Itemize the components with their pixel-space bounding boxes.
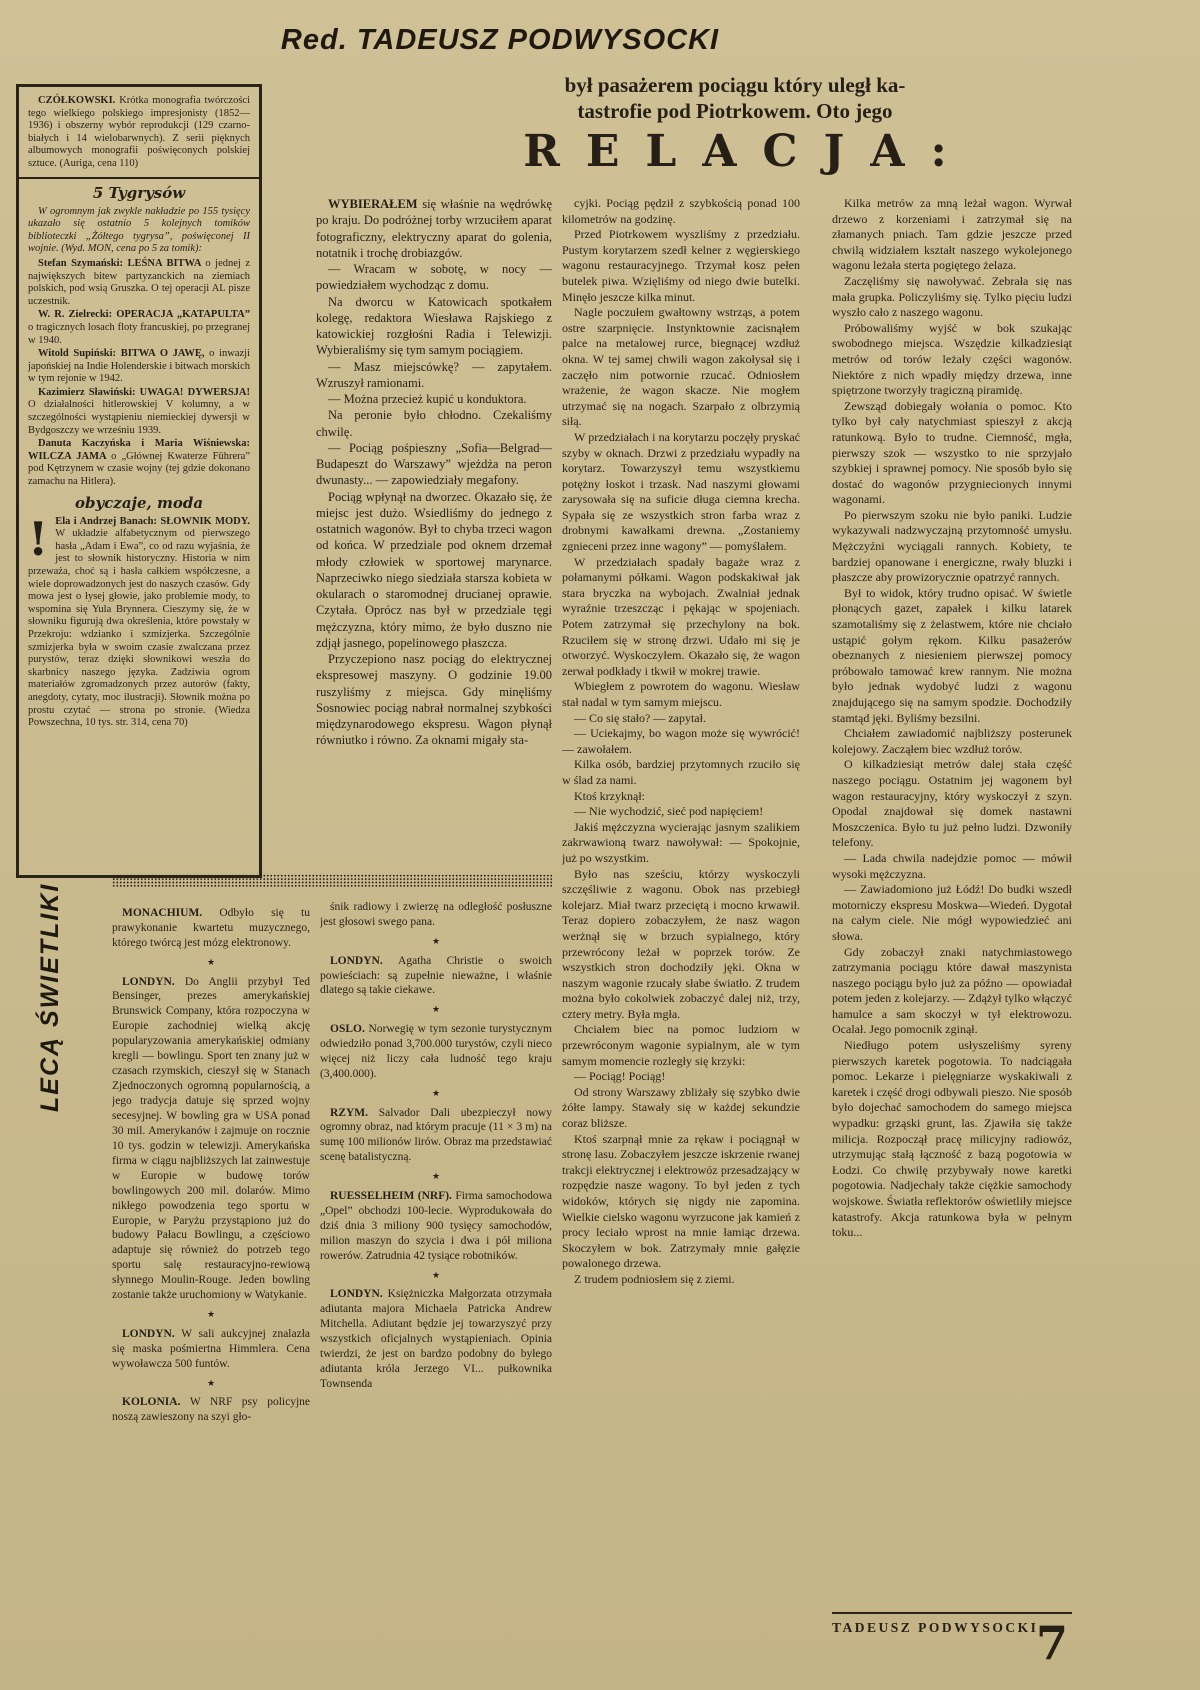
book-entry: Kazimierz Sławiński: UWAGA! DYWERSJA! O działalności hitlerowskiej V kolumny, a w szczególności wystąpieniu niemieckiej dywersji w Bydgoszczy we wrześniu 1939.: [28, 386, 250, 436]
news-column-1: [112, 906, 310, 1668]
article-paragraph: Kilka metrów za mną leżał wagon. Wyrwał drzewo z korzeniami i zatrzymał się na złamanych pniach. Tam gdzie jeszcze przed chwilą widziałem kształt naszego wykolejonego wagonu leżała sterta pogiętego żelaza.: [832, 196, 1072, 273]
news-item: OSLO. Norwegię w tym sezonie turystycznym odwiedziło ponad 3,700.000 turystów, czyli nieco więcej niż liczy cała ludność tego kraju (3,400.000).: [320, 1023, 552, 1080]
kicker-line-1: był pasażerem pociągu który uległ ka-: [564, 73, 906, 97]
book-review-paragraph: [28, 95, 250, 171]
star-separator-icon: ★: [431, 1087, 441, 1098]
news-item: LONDYN. W sali aukcyjnej znalazła się maska pośmiertna Himmlera. Cena wywoławcza 500 funtów.: [112, 1327, 310, 1370]
article-column-3: [832, 196, 1072, 1600]
star-separator-icon: ★: [431, 1004, 441, 1015]
fireflies-section-label: LECĄ ŚWIETLIKI: [36, 882, 64, 1112]
article-paragraph: Chciałem biec na pomoc ludziom w przewróconym wagonie sypialnym, ale w tym samym momencie rozległy się krzyki:: [562, 1022, 800, 1068]
news-item: śnik radiowy i zwierzę na odległość posłuszne jest głosowi swego pana.: [320, 901, 552, 928]
article-column-2: [562, 196, 800, 1656]
article-paragraph: Po pierwszym szoku nie było paniki. Ludzie wykazywali nadzwyczajną przytomność umysłu. Mężczyźni wyciągali rannych. Kobiety, te bardziej opanowane i energiczne, rwały bluzki i płaszcze aby prowizorycznie opatrzyć rannych.: [832, 507, 1072, 585]
star-separator-icon: ★: [431, 1269, 441, 1280]
article-paragraph: Na dworcu w Katowicach spotkałem kolegę, redaktora Wiesława Rajskiego z katowickiej rozgłośni Radia i Telewizji. Wybieraliśmy się tym samym pociągiem.: [316, 294, 552, 358]
article-paragraph: — Wracam w sobotę, w nocy — powiedziałem wychodząc z domu.: [316, 262, 552, 293]
article-paragraph: Pociąg wpłynął na dworzec. Okazało się, że miejsc jest dużo. Wsiedliśmy do jednego z ostatnich wagonów. Był to chyba trzeci wagon od końca. W przedziale pod oknem drzemał młody człowiek w sportowej marynarce. Naprzeciwko niego siedziała starsza kobieta w okularach o staromodnej drucianej oprawie. Czytała. Oprócz nas był w przedziale tęgi mężczyzna, który mimo, że było duszno nie zdjął jasnego, popelinowego płaszcza.: [316, 489, 552, 650]
section-heading-moda: obyczaje, moda: [74, 493, 204, 512]
section-intro: W ogromnym jak zwykle nakładzie po 155 tysięcy ukazało się ostatnio 5 kolejnych tomików biblioteczki „Żółtego tygrysa”, poświęconej II wojnie. (Wyd. MON, cena po 5 za tomik):: [28, 205, 250, 255]
article-paragraph: — Zawiadomiono już Łódź! Do budki wszedł motorniczy ekspresu Moskwa—Wiedeń. Dygotał na całym ciele. Nie mógł wypowiedzieć ani słowa.: [832, 882, 1072, 943]
article-paragraph: — Uciekajmy, bo wagon może się wywrócić! — zawołałem.: [562, 726, 800, 756]
article-paragraph: Z trudem podniosłem się z ziemi.: [574, 1271, 735, 1286]
article-paragraph: Zewsząd dobiegały wołania o pomoc. Kto tylko był cały natychmiast spieszył z akcją ratunkową. Było to trudne. Ciemność, mgła, pierwszy szok — wszystko to nie sprzyjało szybkiej i sprawnej pomocy. Nie sposób było się dostać do wagonów przygniecionych innymi wagonami.: [832, 398, 1072, 507]
article-paragraph: — Masz miejscówkę? — zapytałem. Wzruszył ramionami.: [316, 359, 552, 390]
article-paragraph: Na peronie było chłodno. Czekaliśmy chwilę.: [316, 408, 552, 439]
article-title: RELACJA:: [523, 126, 973, 177]
star-separator-icon: ★: [206, 956, 216, 967]
fashion-review-paragraph: [28, 511, 250, 730]
article-paragraph: — Lada chwila nadejdzie pomoc — mówił wysoki mężczyzna.: [832, 850, 1072, 881]
article-paragraph: Było nas sześciu, którzy wyskoczyli szczęśliwie z wagonu. Obok nas przebiegł kolejarz. Miał twarz przeciętą i mocno krwawił. Teraz dopiero zobaczyłem, że nasz wagon werżnął się w brzuch sypialnego, który przewrócony leżał w poprzek torów. Ze wszystkich stron dochodziły jęki. Okna w naszym wagonie rzucały słabe światło. Z trudem można było cokolwiek zobaczyć dalej niż, trzy, cztery metry. Była mgła.: [562, 866, 800, 1021]
news-item: LONDYN. Agatha Christie o swoich powieściach: są zupełnie nieważne, i właśnie dlatego są takie ciekawe.: [320, 954, 552, 997]
article-paragraph: — Pociąg pośpieszny „Sofia—Belgrad—Budapeszt do Warszawy” wjeżdża na peron dwunasty... — zapowiedziały megafony.: [316, 440, 552, 488]
article-paragraph: cyjki. Pociąg pędził z szybkością ponad 100 kilometrów na godzinę.: [562, 196, 800, 226]
fashion-review-text: W układzie alfabetycznym od pierwszego hasła „Adam i Ewa”, co od razu wyjaśnia, że jest to słownik historyczny. Historia w nim przeważa, choć są i hasła całkiem współczesne, a wiele doprowadzonych jest do naszych czasów. Gdy mowa jest o łysej głowie, jako problemie mody, to wspomina się Yula Brynnera. Cieszymy się, że w słowniku figurują dwa określenia, które powstały w Przekroju: wdzianko i szmizjerka. Szczególnie szmizjerka była w swoim czasie zwalczana przez purystów, teraz dzięki słownikowi weszła do skarbnicy naszego języka. Zadziwia ogrom materiałów zgromadzonych przez autorów (fakty, anegdoty, cytaty, moc ilustracji). Słownik można po prostu czytać — strona po stronie. (Wiedza Powszechna, 10 tys. str. 314, cena 70): [28, 528, 250, 729]
book-entry: Witold Supiński: BITWA O JAWĘ, o inwazji japońskiej na Indie Holenderskie i bitwach morskich w tym rejonie w 1942.: [28, 348, 250, 385]
article-paragraph: Niedługo potem usłyszeliśmy syreny pierwszych karetek pogotowia. To nadciągała pomoc. Lekarze i pielęgniarze wyskakiwali z karetek i część drogi odbywali pieszo. Nie sposób było dojechać samochodem do samego miejsca wypadku: grząski grunt, las. Zjawiła się także milicja. Rozpoczął pracę milicyjny radiowóz, utrzymując stałą łączność z bazą pogotowia w Łodzi. Co chwilę przybywały nowe karetki pogotowia. Nadjechały także ciężkie samochody wojskowe. Światła reflektorów oświetliły miejsce katastrofy. Akcja ratunkowa była w pełnym toku...: [832, 1038, 1072, 1240]
section-divider: [19, 177, 259, 179]
article-paragraph: Przed Piotrkowem wyszliśmy z przedziału. Pustym korytarzem szedł kelner z węgierskiego wagonu restauracyjnego. Trzymał kosz pełen butelek piwa. Wzięliśmy od niego dwie butelki. Minęło jeszcze kilka minut.: [562, 227, 800, 304]
article-paragraph: WYBIERAŁEM się właśnie na wędrówkę po kraju. Do podróżnej torby wrzuciłem aparat fotograficzny, elektryczny aparat do golenia, notatnik i trochę drobiazgów.: [316, 197, 552, 260]
book-entry: Danuta Kaczyńska i Maria Wiśniewska: WILCZA JAMA o „Głównej Kwaterze Führera” pod Kętrzynem w czasie wojny (tej gdzie dokonano zamachu na Hitlera).: [28, 438, 250, 488]
news-item: LONDYN. Do Anglii przybył Ted Bensinger, prezes amerykańskiej Brunswick Company, która rozpoczyna w Europie zachodniej wielką akcję popularyzowania amerykańskiej odmiany kregli — bowlingu. Sport ten znany już w czasach rzymskich, cieszył się w Stanach Zjednoczonych ogromną popularnością, a jego tradycja datuje się sprzed wojny secesyjnej. W bowling gra w USA ponad 30 mil. Amerykanów i zajmuje on rocznie 10 tys. godzin w telewizji. Amerykańska firma w ciągu najbliższych lat zainwestuje w Europie w budowę torów bowlingowych 200 mil. dolarów. Mimo nikłego powodzenia tego sportu w Europie, w Paryżu przystąpiono już do budowy Pałacu Bowlingu, a częściowo adaptuje się również do potrzeb tego sportu salę restauracyjno-rewiową słynnego Moulin-Rouge. Jeden bowling zostanie także uruchomiony w Watykanie.: [112, 975, 310, 1302]
article-paragraph: — Można przecież kupić u konduktora.: [328, 392, 527, 406]
author-signature: TADEUSZ PODWYSOCKI: [832, 1612, 1072, 1636]
kicker-line-2: tastrofie pod Piotrkowem. Oto jego: [577, 99, 893, 124]
star-separator-icon: ★: [206, 1309, 216, 1320]
article-paragraph: Zaczęliśmy się nawoływać. Zebrała się nas mała grupka. Policzyliśmy się. Tylko pięciu ludzi wyszło cało z naszego wagonu.: [832, 273, 1072, 320]
article-kicker: [430, 72, 1040, 125]
section-heading-tygrysy: 5 Tygrysów: [92, 183, 186, 202]
book-review-box: [16, 84, 262, 878]
article-paragraph: — Nie wychodzić, sieć pod napięciem!: [574, 804, 764, 819]
article-paragraph: Chciałem zawiadomić najbliższy posterunek kolejowy. Zacząłem biec wzdłuż torów.: [832, 726, 1072, 756]
star-separator-icon: ★: [206, 1377, 216, 1388]
star-separator-icon: ★: [431, 1171, 441, 1182]
article-paragraph: W przedziałach i na korytarzu poczęły pryskać szyby w oknach. Drzwi z przedziału wypadły na korytarz. Towarzyszył temu wszystkiemu potężny łoskot i trzask. Nad naszymi głowami zarysowała się na suficie długa ciemna krecha. Sypała się ze wszystkich stron farba wraz z drobnymi kawałkami drewna. „Zostaniemy zgnieceni przez inne wagony” — pomyślałem.: [562, 429, 800, 554]
star-separator-icon: ★: [431, 935, 441, 946]
article-paragraph: — Co się stało? — zapytał.: [574, 710, 706, 725]
news-item: KOLONIA. W NRF psy policyjne noszą zawieszony na szyi gło-: [112, 1396, 310, 1424]
article-paragraph: Od strony Warszawy zbliżały się szybko dwie żółte lampy. Stawały się w każdej sekundzie coraz bliższe.: [562, 1084, 800, 1131]
page-header-editor: Red. TADEUSZ PODWYSOCKI: [280, 24, 720, 56]
dotted-divider: [112, 874, 552, 887]
news-column-2: [320, 900, 552, 1668]
article-paragraph: — Pociąg! Pociąg!: [574, 1069, 666, 1084]
article-paragraph: Jakiś mężczyzna wycierając jasnym szalikiem zakrwawioną twarz nawoływał: — Spokojnie, już po wszystkim.: [562, 819, 800, 865]
fashion-review: [28, 511, 250, 730]
article-paragraph: Kilka osób, bardziej przytomnych rzuciło się w ślad za nami.: [562, 757, 800, 787]
article-paragraph: Ktoś krzyknął:: [574, 788, 645, 803]
fashion-review-lead: Ela i Andrzej Banach: SŁOWNIK MODY.: [55, 515, 250, 527]
book-review-text: Krótka monografia twórczości tego wielkiego polskiego impresjonisty (1852—1936) i obszerny wybór reprodukcji (129 czarno-białych i 14 wielobarwnych). Z serii pięknych albumowych monografii poświęconych polskiej sztuce. (Auriga, cena 110): [28, 95, 251, 169]
news-item: RUESSELHEIM (NRF). Firma samochodowa „Opel” obchodzi 100-lecie. Wyprodukowała do dziś dnia 3 miliony 900 tysięcy samochodów, milion maszyn do szycia i dwa i pół miliona rowerów. Zatrudnia 42 tysiące robotników.: [320, 1189, 552, 1262]
book-entry: W. R. Zielrecki: OPERACJA „KATAPULTA” o tragicznych losach floty francuskiej, po przegranej w 1940.: [28, 309, 250, 346]
article-paragraph: O kilkadziesiąt metrów dalej stała część naszego pociągu. Ostatnim jej wagonem był wagon restauracyjny, który wyskoczył z szyn. Opodal znajdował się domek nastawni Moszczenica. Było tu już pełno ludzi. Dzwoniły telefony.: [832, 757, 1072, 850]
news-item: LONDYN. Księżniczka Małgorzata otrzymała adiutanta majora Michaela Patricka Andrew Mitchella. Adiutant będzie jej towarzyszyć przy wszystkich oficjalnych wystąpieniach. Opinia twierdzi, że jest on bardzo podobny do byłego adiutanta króla Jerzego VI... pułkownika Townsenda: [320, 1288, 552, 1390]
article-paragraph: Nagle poczułem gwałtowny wstrząs, a potem ostre szarpnięcie. Instynktownie zacisnąłem palce na metalowej rurce, biegnącej wzdłuż okna. W tej samej chwili wagon zakołysał się i zaczęło nim potwornie rzucać. Odniosłem wrażenie, że wagon skacze. Nie mogłem utrzymać się na nogach. Szarpało z olbrzymią siłą.: [562, 305, 800, 429]
article-paragraph: Był to widok, który trudno opisać. W świetle płonących gazet, zapałek i kilku latarek szamotaliśmy się z żelastwem, które nie chciało ustąpić gołym rękom. Kilku pasażerów obeznanych z niesieniem pierwszej pomocy próbowało tamować krew rannym. Nie można było jednak wydobyć ludzi z wagonu znajdującego się na samym spodzie. Dochodziły stamtąd jęki. Byliśmy bezsilni.: [832, 585, 1072, 725]
article-paragraph: Przyczepiono nasz pociąg do elektrycznej ekspresowej maszyny. O godzinie 19.00 ruszyliśmy z miejsca. Gdy minęliśmy Sosnowiec pociąg nabrał normalnej szybkości międzynarodowego ekspresu. Wagon płynął równiutko i równo. Za oknami migały sta-: [316, 652, 552, 748]
book-list: [28, 258, 250, 489]
article-paragraph: Gdy zobaczył znaki natychmiastowego zatrzymania pociągu które dawał maszynista naszego pociągu było już za późno — opowiadał potem jeden z kolejarzy. — Zdążył tylko włączyć hamulce a sam skoczył w tył elektrowozu. Ocalał. Jego pomocnik zginął.: [832, 944, 1072, 1037]
article-paragraph: W przedziałach spadały bagaże wraz z połamanymi półkami. Wagon podskakiwał jak stara bryczka na wybojach. Zwalniał jednak wyraźnie trzeszcząc i pękając w spojeniach. Potem zatrzymał się przechylony na bok. Rzuciłem się w stronę drzwi. Udało mi się je otworzyć. Wyskoczyłem. Okazało się, że wagon zerwał podkłady i tkwił w mokrej trawie.: [562, 554, 800, 678]
news-item: MONACHIUM. Odbyło się tu prawykonanie kwartetu muzycznego, którego twórcą jest mózg elektronowy.: [112, 907, 310, 949]
article-paragraph: Próbowaliśmy wyjść w bok szukając swobodnego miejsca. Wszędzie kilkadziesiąt metrów od torów leżały części wagonów. Niektóre z nich wpadły między drzewa, inne spiętrzone tworzyły tragiczną piramidę.: [832, 320, 1072, 398]
article-paragraph: Ktoś szarpnął mnie za rękaw i pociągnął w stronę lasu. Zobaczyłem jeszcze iskrzenie rwanej trakcji elektrycznej i elektrowóz przesadzający w rozpędzie nasze wagony. To był jeden z tych widoków, których się nigdy nie zapomina. Wielkie cielsko wagonu wyrzucone jak kamień z procy leciało wprost na mnie łamiąc drzewa. Skoczyłem w bok. Zatrzymały mnie gałęzie powalonego drzewa.: [562, 1131, 800, 1271]
news-item: RZYM. Salvador Dali ubezpieczył nowy ogromny obraz, nad którym pracuje (11 × 3 m) na sumę 100 milionów lirów. Obraz ma przedstawiać scenę batalistyczną.: [320, 1106, 552, 1164]
book-review-lead: CZÓŁKOWSKI.: [38, 95, 116, 106]
article-paragraph: Wbiegłem z powrotem do wagonu. Wiesław stał nadal w tym samym miejscu.: [562, 679, 800, 709]
exclamation-icon: !: [28, 511, 49, 566]
article-column-1: [316, 196, 552, 876]
page-number: 7: [1035, 1616, 1068, 1670]
book-entry: Stefan Szymański: LEŚNA BITWA o jednej z największych bitew partyzanckich na ziemiach polskich, pod wsią Gruszka. O tej operacji AL pisze uczestnik.: [28, 257, 250, 307]
